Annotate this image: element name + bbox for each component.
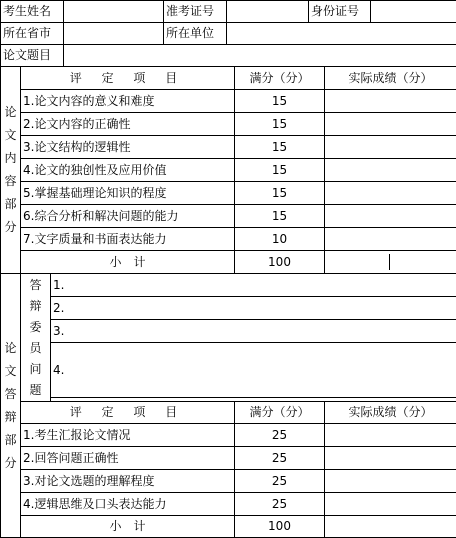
exam-id-field[interactable] xyxy=(227,1,309,23)
defense-evaluation-table xyxy=(0,273,456,538)
content-item: 1.论文内容的意义和难度 xyxy=(21,90,235,113)
content-actual-score[interactable] xyxy=(325,90,456,113)
content-item: 3.论文结构的逻辑性 xyxy=(21,136,235,159)
content-actual-score[interactable] xyxy=(325,113,456,136)
defense-item: 4.逻辑思维及口头表达能力 xyxy=(21,493,235,516)
col-full-header: 满分（分） xyxy=(235,67,325,90)
id-card-label: 身份证号 xyxy=(309,1,371,23)
defense-full-score: 25 xyxy=(235,447,325,470)
defense-subtotal-value: 100 xyxy=(235,516,325,538)
content-evaluation-table xyxy=(0,66,456,274)
defense-actual-score[interactable] xyxy=(325,424,456,447)
content-item: 7.文字质量和书面表达能力 xyxy=(21,228,235,251)
defense-full-score: 25 xyxy=(235,424,325,447)
defense-full-score: 25 xyxy=(235,470,325,493)
question-4[interactable]: 4. xyxy=(51,343,456,398)
content-actual-score[interactable] xyxy=(325,182,456,205)
col-actual-header: 实际成绩（分） xyxy=(325,67,456,90)
content-item: 6.综合分析和解决问题的能力 xyxy=(21,205,235,228)
defense-subtotal-actual[interactable] xyxy=(325,516,456,538)
defense-actual-score[interactable] xyxy=(325,447,456,470)
question-3[interactable]: 3. xyxy=(51,320,456,343)
content-item: 5.掌握基础理论知识的程度 xyxy=(21,182,235,205)
content-subtotal-actual[interactable] xyxy=(325,251,456,274)
defense-section-label xyxy=(1,274,21,538)
thesis-title-label: 论文题目 xyxy=(1,45,64,67)
defense-col-actual-header: 实际成绩（分） xyxy=(325,402,456,424)
defense-actual-score[interactable] xyxy=(325,493,456,516)
content-subtotal-value: 100 xyxy=(235,251,325,274)
province-label: 所在省市 xyxy=(1,23,64,45)
content-item: 4.论文的独创性及应用价值 xyxy=(21,159,235,182)
name-field[interactable] xyxy=(64,1,164,23)
content-full-score: 15 xyxy=(235,113,325,136)
defense-col-item-header: 评 定 项 目 xyxy=(21,402,235,424)
text-cursor xyxy=(389,254,390,270)
exam-id-label: 准考证号 xyxy=(164,1,227,23)
defense-item: 2.回答问题正确性 xyxy=(21,447,235,470)
defense-col-full-header: 满分（分） xyxy=(235,402,325,424)
defense-item: 1.考生汇报论文情况 xyxy=(21,424,235,447)
defense-actual-score[interactable] xyxy=(325,470,456,493)
content-section-label xyxy=(1,67,21,274)
defense-section-label-text: 论文答辩部分 xyxy=(5,337,17,475)
unit-field[interactable] xyxy=(227,23,456,45)
content-full-score: 15 xyxy=(235,90,325,113)
question-2[interactable]: 2. xyxy=(51,297,456,320)
content-full-score: 15 xyxy=(235,159,325,182)
content-full-score: 15 xyxy=(235,136,325,159)
content-actual-score[interactable] xyxy=(325,228,456,251)
applicant-info-table xyxy=(0,0,456,67)
name-label: 考生姓名 xyxy=(1,1,64,23)
id-card-field[interactable] xyxy=(371,1,456,23)
committee-label xyxy=(21,274,51,402)
content-full-score: 10 xyxy=(235,228,325,251)
content-subtotal-label: 小 计 xyxy=(21,251,235,274)
content-actual-score[interactable] xyxy=(325,136,456,159)
content-full-score: 15 xyxy=(235,182,325,205)
content-actual-score[interactable] xyxy=(325,205,456,228)
question-1[interactable]: 1. xyxy=(51,274,456,297)
thesis-title-field[interactable] xyxy=(64,45,456,67)
defense-subtotal-label: 小 计 xyxy=(21,516,235,538)
defense-item: 3.对论文选题的理解程度 xyxy=(21,470,235,493)
defense-full-score: 25 xyxy=(235,493,325,516)
content-section-label-text: 论文内容部分 xyxy=(5,101,17,239)
content-full-score: 15 xyxy=(235,205,325,228)
province-field[interactable] xyxy=(64,23,164,45)
col-item-header: 评 定 项 目 xyxy=(21,67,235,90)
committee-label-text: 答辩委员问题 xyxy=(30,275,42,401)
unit-label: 所在单位 xyxy=(164,23,227,45)
content-item: 2.论文内容的正确性 xyxy=(21,113,235,136)
content-actual-score[interactable] xyxy=(325,159,456,182)
